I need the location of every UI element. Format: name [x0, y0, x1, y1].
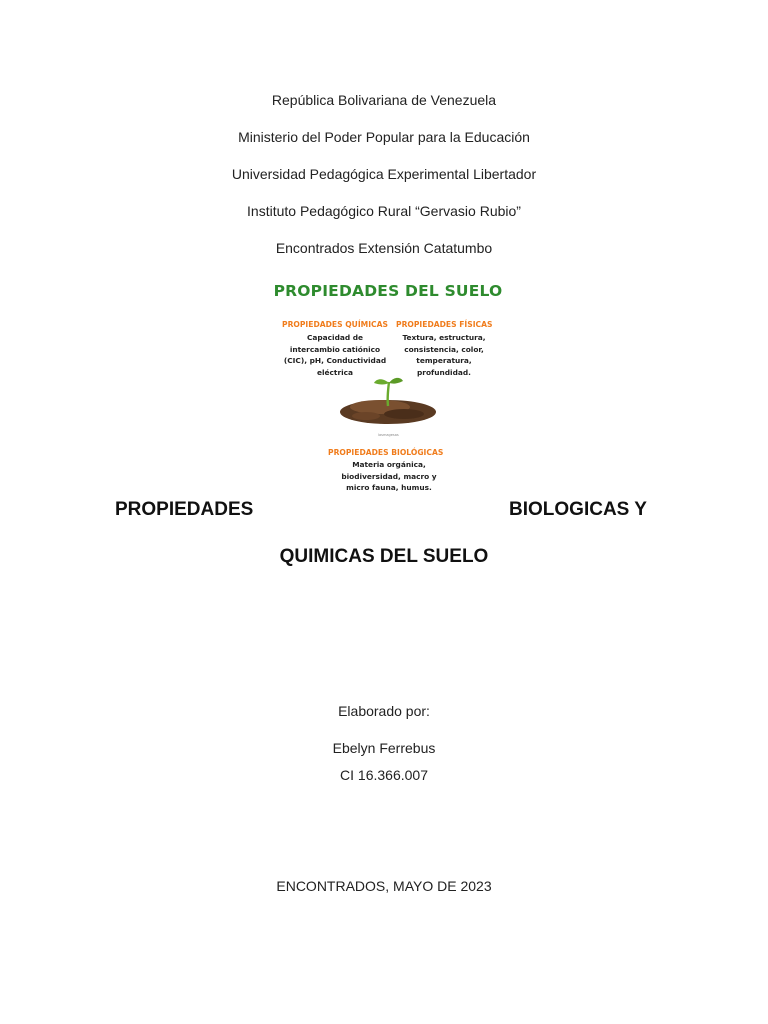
author-name: Ebelyn Ferrebus: [332, 740, 436, 756]
fisicas-text: Textura, estructura, consistencia, color, temperatura, profundidad.: [402, 333, 486, 377]
header-university: Universidad Pedagógica Experimental Libertador: [231, 166, 537, 182]
soil-properties-image: [270, 278, 506, 498]
header-republic: República Bolivariana de Venezuela: [271, 92, 497, 108]
footer-place-date: ENCONTRADOS, MAYO DE 2023: [276, 878, 492, 894]
author-label: Elaborado por:: [338, 703, 430, 719]
sprout-in-soil-icon: [336, 374, 440, 434]
header-institute: Instituto Pedagógico Rural “Gervasio Rubio”: [247, 203, 521, 219]
header-extension: Encontrados Extensión Catatumbo: [275, 240, 493, 256]
image-title: PROPIEDADES DEL SUELO: [273, 282, 503, 300]
image-caption: lasmagesas: [378, 433, 399, 437]
header-ministry: Ministerio del Poder Popular para la Educación: [238, 129, 530, 145]
title-word-biologicas: BIOLOGICAS Y: [509, 499, 647, 520]
biologicas-heading: PROPIEDADES BIOLÓGICAS: [328, 448, 444, 457]
title-word-propiedades: PROPIEDADES: [115, 499, 254, 520]
biologicas-text: Materia orgánica, biodiversidad, macro y micro fauna, humus.: [341, 460, 437, 492]
author-ci: CI 16.366.007: [340, 767, 428, 783]
title-line-2: QUIMICAS DEL SUELO: [279, 546, 489, 567]
fisicas-heading: PROPIEDADES FÍSICAS: [396, 320, 493, 329]
quimicas-heading: PROPIEDADES QUÍMICAS: [282, 320, 388, 329]
quimicas-text: Capacidad de intercambio catiónico (CIC), pH, Conductividad eléctrica: [283, 333, 387, 377]
